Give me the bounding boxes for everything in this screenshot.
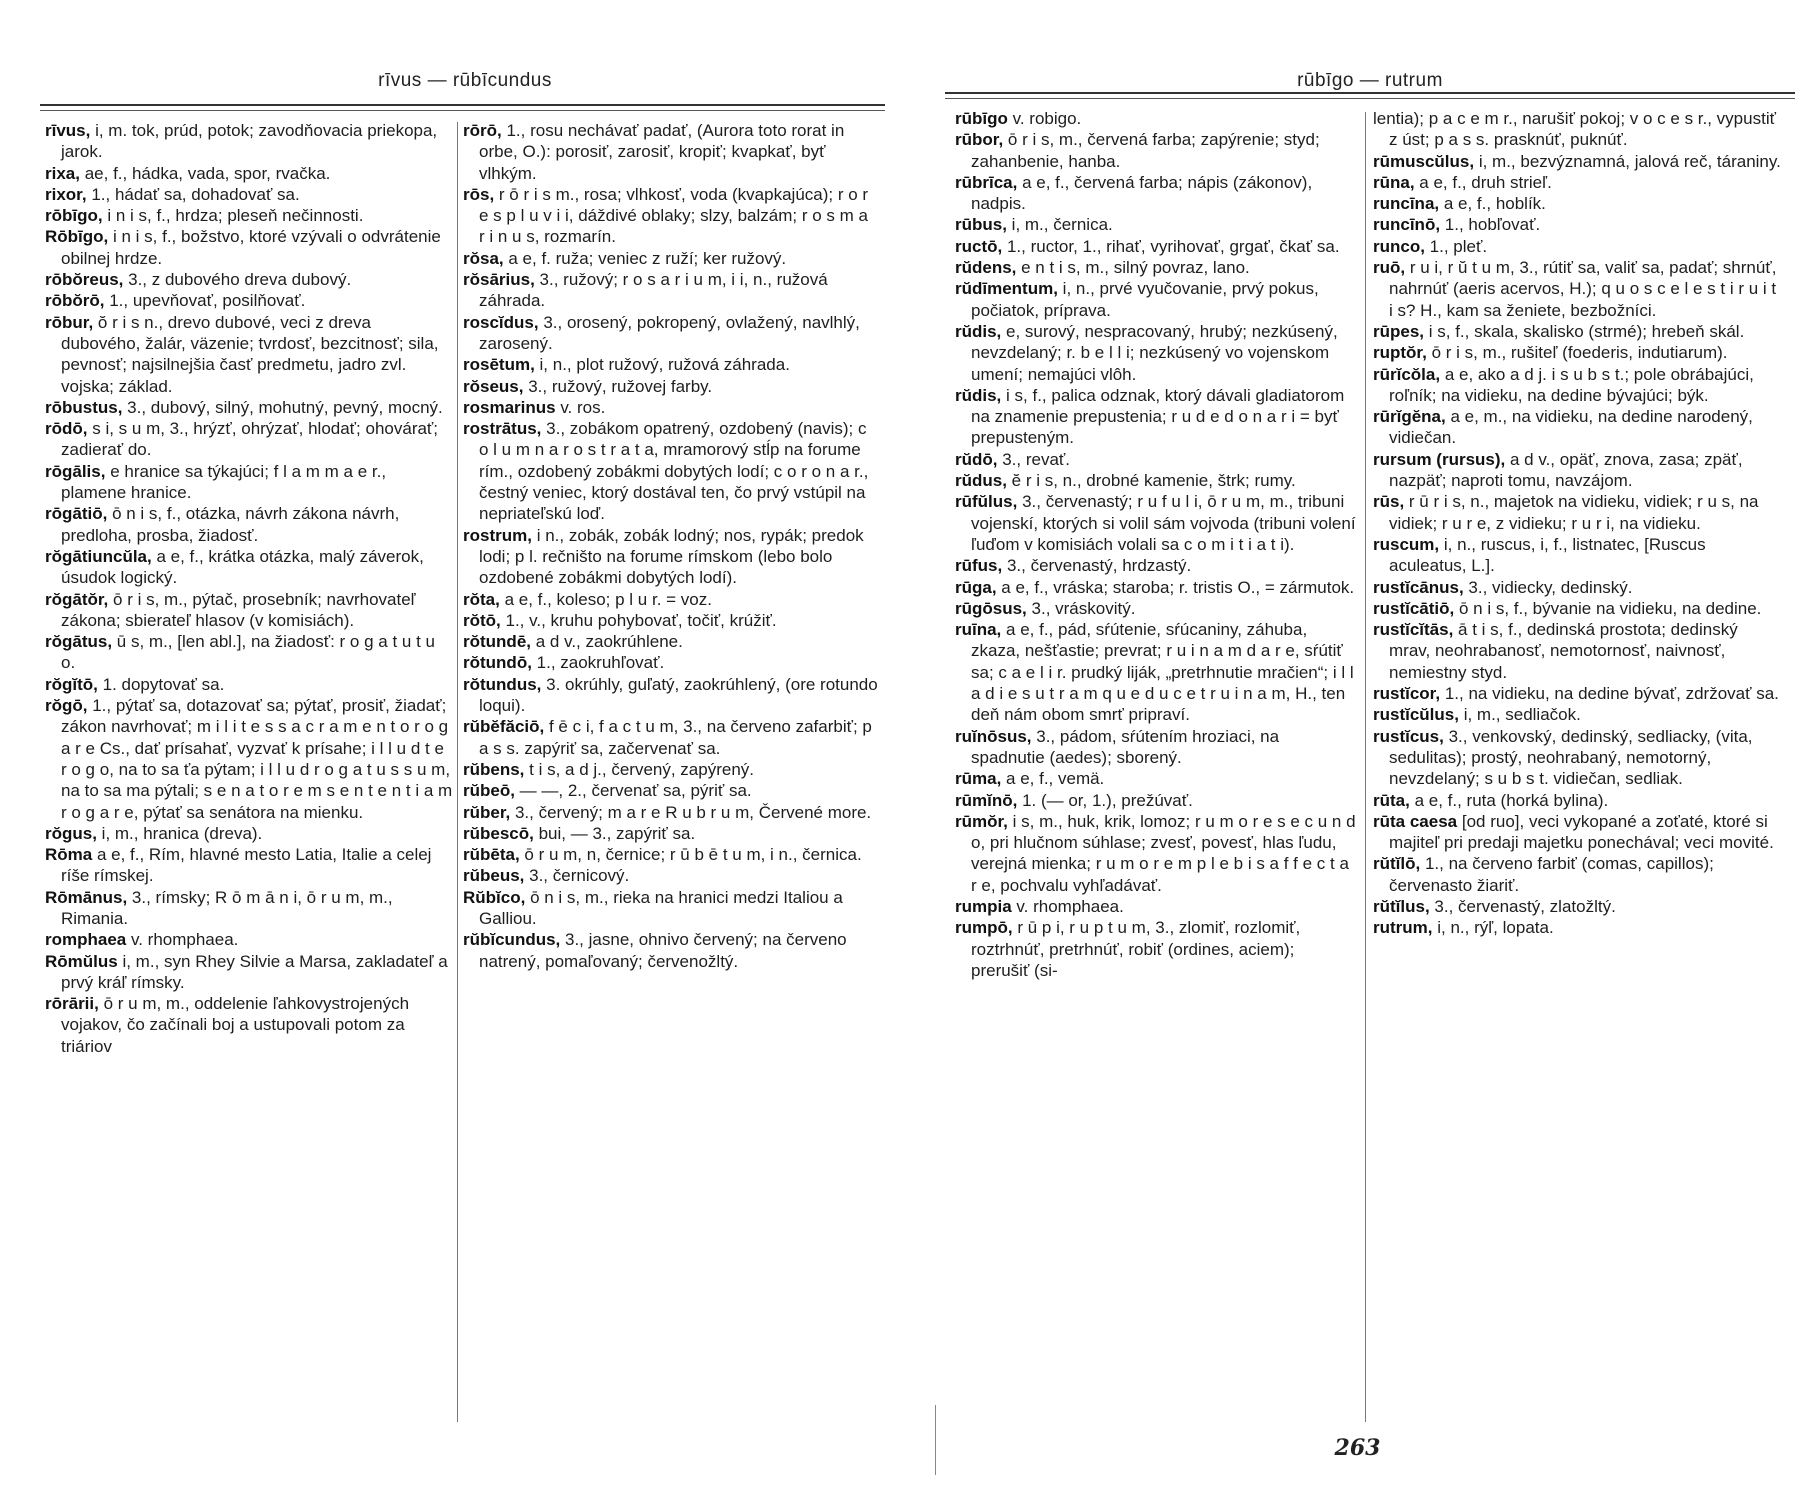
entry-headword: rūta, [1373, 790, 1410, 810]
entry-definition: i, n., rýľ, lopata. [1432, 918, 1554, 938]
dictionary-entry [955, 108, 1357, 129]
entry-headword: Rōbīgo, [45, 227, 109, 247]
entry-headword: rŏseus, [463, 376, 524, 396]
entry-headword: rustĭcŭlus, [1373, 705, 1459, 725]
right-header-rule-thin [945, 98, 1795, 99]
dictionary-entry [45, 929, 453, 950]
entry-definition: ĕ r i s, n., drobné kamenie, štrk; rumy. [1006, 471, 1296, 491]
dictionary-entry [955, 555, 1357, 576]
entry-definition: 3., orosený, pokropený, ovlažený, navlhlý, zarosený. [479, 312, 860, 353]
entry-definition: ō r i s, m., červená farba; zapýrenie; styd; zahanbenie, hanba. [971, 130, 1320, 171]
entry-headword: Rōmānus, [45, 887, 128, 907]
entry-headword: rūga, [955, 577, 997, 597]
entry-headword: rūmĭnō, [955, 790, 1018, 810]
dictionary-entry [463, 865, 878, 886]
entry-definition: a e, f., pád, sŕútenie, sŕúcaniny, záhuba, zkaza, nešťastie; prevrat; r u i n a m d a r e, sŕútiť sa; c a e l i r. prudký liják, „pretrhnutie mračien“; i l l a d i e s u t r a m q u e d u c e t r u i n a m, H., ten deň nám obom smrť pripraví. [971, 620, 1354, 725]
entry-definition: 1., hádať sa, dohadovať sa. [86, 184, 300, 204]
dictionary-entry [955, 449, 1357, 470]
dictionary-entry [1373, 726, 1783, 790]
dictionary-entry [1373, 214, 1783, 235]
entry-headword: rŭdō, [955, 449, 998, 469]
right-page [905, 0, 1810, 1500]
entry-headword: rixa, [45, 163, 80, 183]
right-column-divider [1365, 112, 1366, 1422]
entry-definition: 3., venkovský, dedinský, sedliacky, (vita, sedulitas); prostý, neohrabaný, nemotorný, nevzdelaný; s u b s t. vidiečan, sedliak. [1389, 726, 1753, 789]
entry-definition: v. rhomphaea. [1011, 896, 1124, 916]
entry-definition: 1., ructor, 1., rihať, vyrihovať, grgať, čkať sa. [1002, 236, 1340, 256]
entry-headword: rustĭcus, [1373, 726, 1444, 746]
dictionary-entry [1373, 108, 1783, 151]
entry-headword: rūta caesa [1373, 811, 1458, 831]
entry-definition: 1., rosu nechávať padať, (Aurora toto rorat in orbe, O.): porosiť, zarosiť, kropiť; kvapkať, byť vlhkým. [479, 121, 845, 183]
dictionary-entry [955, 257, 1357, 278]
entry-headword: rōgālis, [45, 461, 106, 481]
entry-headword: rūbor, [955, 130, 1004, 150]
dictionary-entry [463, 120, 878, 184]
dictionary-entry [463, 652, 878, 673]
entry-headword: rūfŭlus, [955, 492, 1018, 512]
entry-headword: rūma, [955, 769, 1002, 789]
dictionary-entry [463, 674, 878, 717]
entry-definition: 3., pádom, sŕútením hroziaci, na spadnutie (aedes); sborený. [971, 726, 1280, 767]
entry-definition: 3., vráskovitý. [1026, 598, 1136, 618]
entry-headword: rŏsārius, [463, 270, 535, 290]
dictionary-entry [1373, 853, 1783, 896]
entry-headword: runcīna, [1373, 194, 1440, 214]
entry-headword: rŭbescō, [463, 823, 534, 843]
entry-definition: 3., revať. [997, 449, 1071, 469]
entry-headword: rixor, [45, 184, 87, 204]
entry-headword: rōrō, [463, 121, 502, 140]
entry-definition: ō r u m, n, černice; r ū b ē t u m, i n., černica. [519, 845, 862, 865]
left-column-1 [45, 120, 453, 1057]
entry-definition: a e, f., Rím, hlavné mesto Latia, Italie a celej ríše rímskej. [61, 845, 432, 886]
dictionary-entry [463, 929, 878, 972]
dictionary-entry [45, 290, 453, 311]
dictionary-entry [463, 631, 878, 652]
entry-definition: i, m., hranica (dreva). [96, 823, 263, 843]
dictionary-entry [1373, 321, 1783, 342]
entry-definition: 3., černicový. [524, 866, 630, 886]
entry-definition: i s, m., huk, krik, lomoz; r u m o r e s e c u n d o, pri hlučnom súhlase; zvesť, povesť, hlas ľudu, verejná mienka; r u m o r e m p l e b i s a f f e c t a r e, pochvalu vyhľadávať. [971, 811, 1356, 895]
dictionary-entry [463, 184, 878, 248]
dictionary-entry [45, 184, 453, 205]
dictionary-entry [1373, 257, 1783, 321]
dictionary-entry [1373, 534, 1783, 577]
entry-headword: ructō, [955, 236, 1003, 256]
dictionary-entry [45, 546, 453, 589]
dictionary-entry [955, 321, 1357, 385]
dictionary-entry [45, 695, 453, 823]
dictionary-entry [45, 205, 453, 226]
entry-definition: 3., jasne, ohnivo červený; na červeno natrený, pomaľovaný; červenožltý. [479, 930, 847, 971]
entry-headword: rūgōsus, [955, 598, 1027, 618]
dictionary-entry [463, 780, 878, 801]
entry-headword: rōbŏreus, [45, 270, 124, 290]
entry-headword: rustĭcānus, [1373, 577, 1464, 597]
entry-headword: rŭbens, [463, 759, 525, 779]
entry-headword: rōgātiō, [45, 504, 108, 524]
entry-headword: Rŭbĭco, [463, 887, 526, 907]
dictionary-entry [1373, 236, 1783, 257]
entry-definition: 3., dubový, silný, mohutný, pevný, mocný. [122, 397, 443, 417]
dictionary-entry [1373, 619, 1783, 683]
entry-definition: f ē c i, f a c t u m, 3., na červeno zafarbiť; p a s s. zapýriť sa, začervenať sa. [479, 717, 872, 758]
right-column-2 [1373, 108, 1783, 939]
entry-definition: ae, f., hádka, vada, spor, rvačka. [79, 163, 331, 183]
entry-definition: 1. (— or, 1.), prežúvať. [1017, 790, 1193, 810]
entry-definition: r ū r i s, n., majetok na vidieku, vidiek; r u s, na vidiek; r u r e, z vidieku; r u r i, na vidieku. [1389, 492, 1759, 533]
left-running-head: rīvus — rūbīcundus [378, 70, 552, 91]
entry-definition: ō r i s, m., pýtač, prosebník; navrhovateľ zákona; sbierateľ hlasov (v komisiách). [61, 589, 416, 630]
entry-headword: rōdō, [45, 419, 88, 439]
dictionary-entry [1373, 491, 1783, 534]
entry-headword: roscĭdus, [463, 312, 539, 332]
dictionary-entry [463, 823, 878, 844]
dictionary-entry [45, 823, 453, 844]
entry-headword: rōrārii, [45, 994, 99, 1014]
dictionary-entry [1373, 790, 1783, 811]
entry-headword: rūna, [1373, 172, 1415, 192]
entry-headword: rūbrīca, [955, 172, 1018, 192]
entry-definition: r ō r i s m., rosa; vlhkosť, voda (kvapkajúca); r o r e s p l u v i i, dáždivé oblaky; slzy, balzám; r o s m a r i n u s, rozmarín. [479, 184, 869, 247]
dictionary-entry [45, 993, 453, 1057]
entry-headword: rŭber, [463, 802, 511, 822]
entry-headword: rŭdis, [955, 385, 1002, 405]
entry-definition: ō r u m, m., oddelenie ľahkovystrojených vojakov, čo začínali boj a ustupovali potom za triáriov [61, 994, 410, 1056]
dictionary-entry [45, 312, 453, 397]
dictionary-entry [45, 844, 453, 887]
entry-definition: 3., zobákom opatrený, ozdobený (navis); c o l u m n a r o s t r a t a, mramorový stĺp na forume rím., ozdobený zobákmi dobytých lodí; c o r o n a r., čestný veniec, ktorý dostával ten, čo prvý vstúpil na nepriateľskú loď. [479, 419, 869, 524]
entry-headword: rŭdīmentum, [955, 279, 1058, 299]
entry-headword: rostrātus, [463, 419, 542, 439]
entry-definition: 1. dopytovať sa. [97, 674, 225, 694]
dictionary-entry [1373, 811, 1783, 854]
dictionary-entry [463, 269, 878, 312]
entry-headword: ruĭnōsus, [955, 726, 1032, 746]
right-column-1 [955, 108, 1357, 981]
entry-definition: 3., červenastý, zlatožltý. [1429, 896, 1616, 916]
entry-definition: 3., vidiecky, dedinský. [1463, 577, 1633, 597]
entry-definition: a e, f., vemä. [1001, 769, 1105, 789]
dictionary-entry [45, 397, 453, 418]
entry-definition: 3., rímsky; R ō m ā n i, ō r u m, m., Rimania. [61, 887, 393, 928]
entry-definition: e n t i s, m., silný povraz, lano. [1016, 258, 1250, 278]
dictionary-entry [1373, 406, 1783, 449]
entry-definition: i n., zobák, zobák lodný; nos, rypák; predok lodi; p l. rečništo na forume rímskom (lebo bolo ozdobené zobákmi dobytých lodí). [479, 525, 864, 588]
entry-definition: 1., hobľovať. [1440, 215, 1541, 235]
entry-headword: rŏsa, [463, 248, 504, 268]
dictionary-entry [955, 491, 1357, 555]
left-column-2 [463, 120, 878, 972]
entry-headword: rūbīgo [955, 109, 1008, 128]
dictionary-entry [1373, 598, 1783, 619]
left-header-rule [40, 104, 885, 106]
dictionary-entry [955, 726, 1357, 769]
entry-definition: ū s, m., [len abl.], na žiadosť: r o g a t u t u o. [61, 632, 435, 673]
dictionary-entry [1373, 449, 1783, 492]
entry-definition: i, m., černica. [1006, 215, 1113, 235]
entry-definition: 1., pýtať sa, dotazovať sa; pýtať, prosiť, žiadať; zákon navrhovať; m i l i t e s s a c r a m e n t o r o g a r e Cs., dať prísahať, vyzvať k prísahe; i l l u d t e r o g o, na to sa ťa pýtam; i l l u d r o g a t u s s u m, na to sa ma pýtali; s e n a t o r e m s e n t e n t i a m r o g a r e, pýtať sa senátora na mienku. [61, 696, 453, 822]
entry-definition: 3., ružový; r o s a r i u m, i i, n., ružová záhrada. [479, 270, 828, 311]
entry-definition: 3., červený; m a r e R u b r u m, Červené more. [510, 802, 872, 822]
entry-definition: i n i s, f., božstvo, ktoré vzývali o odvrátenie obilnej hrdze. [61, 227, 441, 268]
entry-definition: e, surový, nespracovaný, hrubý; nezkúsený, nevzdelaný; r. b e l l i; nezkúsený vo vojenskom umení; nemajúci vlôh. [971, 321, 1338, 384]
entry-definition: [od ruo], veci vykopané a zoťaté, ktoré si majiteľ pri predaji majetku ponechával; veci movité. [1389, 811, 1774, 853]
dictionary-entry [1373, 704, 1783, 725]
dictionary-entry [463, 844, 878, 865]
dictionary-entry [955, 214, 1357, 235]
entry-definition: 3., ružový, ružovej farby. [523, 376, 713, 396]
entry-definition: 1., v., kruhu pohybovať, točiť, krúžiť. [500, 610, 777, 630]
dictionary-entry [463, 418, 878, 524]
entry-headword: rŏtō, [463, 610, 501, 630]
entry-headword: rŭdis, [955, 321, 1002, 341]
entry-definition: v. rhomphaea. [126, 930, 239, 950]
dictionary-entry [45, 461, 453, 504]
dictionary-entry [45, 631, 453, 674]
entry-definition: a e, f. ruža; veniec z ruží; ker ružový. [503, 248, 787, 268]
entry-definition: s i, s u m, 3., hrýzť, ohrýzať, hlodať; ohovárať; zadierať do. [61, 419, 439, 460]
entry-definition: ā t i s, f., dedinská prostota; dedinský mrav, neohrabanosť, nemotornosť, naivnosť, nemiestny styd. [1389, 620, 1738, 682]
entry-definition: i, m. tok, prúd, potok; zavodňovacia priekopa, jarok. [61, 121, 438, 162]
entry-definition: — —, 2., červenať sa, pýriť sa. [514, 781, 752, 801]
entry-definition: lentia); p a c e m r., narušiť pokoj; v o c e s r., vypustiť z úst; p a s s. prasknúť, puknúť. [1373, 109, 1776, 150]
right-header-rule [945, 92, 1795, 94]
entry-headword: rūbus, [955, 215, 1007, 235]
entry-headword: rŏgātiuncŭla, [45, 546, 152, 566]
dictionary-entry [1373, 193, 1783, 214]
entry-definition: 3., z dubového dreva dubový. [123, 270, 352, 290]
dictionary-entry [463, 248, 878, 269]
dictionary-entry [1373, 917, 1783, 938]
dictionary-entry [955, 896, 1357, 917]
entry-headword: rūmŏr, [955, 811, 1008, 831]
entry-definition: i, m., bezvýznamná, jalová reč, táraniny. [1474, 151, 1781, 171]
dictionary-entry [955, 619, 1357, 725]
dictionary-entry [1373, 577, 1783, 598]
dictionary-entry [1373, 151, 1783, 172]
entry-headword: rŏgātŏr, [45, 589, 109, 609]
left-header-rule-thin [40, 110, 885, 111]
dictionary-entry [955, 129, 1357, 172]
entry-headword: rŭdens, [955, 258, 1017, 278]
entry-headword: rūrĭcŏla, [1373, 364, 1441, 384]
entry-headword: Rōmŭlus [45, 951, 118, 971]
entry-definition: r ū p i, r u p t u m, 3., zlomiť, rozlomiť, roztrhnúť, pretrhnúť, robiť (ordines, aciem); prerušiť (si- [971, 918, 1301, 980]
dictionary-entry [463, 610, 878, 631]
entry-headword: rŏtundus, [463, 674, 542, 694]
entry-definition: e hranice sa týkajúci; f l a m m a e r., plamene hranice. [61, 461, 387, 503]
entry-headword: rōbur, [45, 312, 94, 332]
dictionary-entry [1373, 364, 1783, 407]
entry-definition: a e, f., koleso; p l u r. = voz. [499, 589, 712, 609]
entry-definition: a e, m., na vidieku, na dedine narodený, vidiečan. [1389, 407, 1753, 448]
dictionary-entry [955, 790, 1357, 811]
entry-headword: rŭbĕfăciō, [463, 717, 545, 737]
entry-headword: rŏgātus, [45, 632, 113, 652]
entry-definition: i s, f., skala, skalisko (strmé); hrebeň skál. [1424, 321, 1745, 341]
entry-headword: rosmarinus [463, 397, 556, 417]
right-running-head: rūbīgo — rutrum [1297, 70, 1443, 91]
entry-headword: rŏtundē, [463, 632, 531, 652]
entry-definition: a e, ako a d j. i s u b s t.; pole obrábajúci, roľník; na vidieku, na dedine bývajúci; býk. [1389, 364, 1754, 405]
entry-definition: 3., červenastý; r u f u l i, ō r u m, m., tribuni vojenskí, ktorých si volil sám vojvoda (tribuni volení ľuďom v komisiách volali sa c o m i t i a t i). [971, 492, 1356, 554]
entry-headword: rŏta, [463, 589, 500, 609]
entry-headword: rustĭcātiō, [1373, 598, 1455, 618]
dictionary-entry [45, 589, 453, 632]
dictionary-entry [955, 577, 1357, 598]
entry-headword: rŏgō, [45, 696, 88, 716]
entry-definition: r u i, r ŭ t u m, 3., rútiť sa, valiť sa, padať; shrnúť, nahrnúť (aeris acervos, H.); q u o s c e l e s t i r u i t i s? H., kam sa ženiete, bezbožníci. [1389, 258, 1777, 320]
entry-definition: a d v., opäť, znova, zasa; zpäť, nazpäť; naproti tomu, navzájom. [1389, 449, 1743, 491]
entry-definition: 1., na vidieku, na dedine bývať, zdržovať sa. [1440, 684, 1779, 704]
entry-headword: runcīnō, [1373, 215, 1441, 235]
entry-definition: i s, f., palica odznak, ktorý dávali gladiatorom na znamenie prepustenia; r u d e d o n a r i = byť prepusteným. [971, 385, 1345, 448]
entry-definition: 3. okrúhly, guľatý, zaokrúhlený, (ore rotundo loqui). [479, 674, 878, 716]
entry-headword: ruptŏr, [1373, 343, 1427, 363]
dictionary-entry [1373, 342, 1783, 363]
entry-definition: i, n., prvé vyučovanie, prvý pokus, počiatok, príprava. [971, 279, 1319, 320]
entry-definition: ō r i s, m., rušiteľ (foederis, indutiarum). [1426, 343, 1728, 363]
dictionary-entry [45, 503, 453, 546]
entry-definition: i, m., syn Rhey Silvie a Marsa, zakladateľ a prvý kráľ rímsky. [61, 951, 448, 992]
entry-headword: rustĭcor, [1373, 684, 1441, 704]
entry-definition: 1., zaokruhľovať. [531, 653, 665, 673]
entry-headword: rŏgus, [45, 823, 97, 843]
entry-headword: rursum (rursus), [1373, 449, 1506, 469]
dictionary-entry [463, 397, 878, 418]
entry-headword: rustĭcĭtās, [1373, 620, 1454, 640]
entry-headword: rūfus, [955, 556, 1003, 576]
entry-definition: v. robigo. [1007, 109, 1082, 128]
entry-definition: a e, f., ruta (horká bylina). [1409, 790, 1609, 810]
entry-headword: rumpō, [955, 918, 1013, 938]
dictionary-entry [45, 226, 453, 269]
dictionary-entry [45, 269, 453, 290]
entry-definition: ō n i s, m., rieka na hranici medzi Italiou a Galliou. [479, 887, 843, 928]
entry-definition: i n i s, f., hrdza; pleseň nečinnosti. [102, 206, 364, 226]
entry-definition: 1., upevňovať, posilňovať. [104, 291, 306, 311]
dictionary-entry [1373, 172, 1783, 193]
entry-headword: Rōma [45, 845, 93, 865]
dictionary-entry [45, 418, 453, 461]
entry-headword: rūrĭgĕna, [1373, 407, 1446, 427]
entry-headword: rŏtundō, [463, 653, 532, 673]
entry-definition: 1., pleť. [1424, 236, 1488, 256]
entry-definition: a e, f., červená farba; nápis (zákonov), nadpis. [971, 172, 1313, 214]
dictionary-entry [955, 768, 1357, 789]
dictionary-entry [955, 598, 1357, 619]
dictionary-entry [463, 589, 878, 610]
dictionary-entry [463, 376, 878, 397]
entry-definition: a e, f., hoblík. [1439, 194, 1546, 214]
entry-headword: rūs, [1373, 492, 1405, 512]
entry-headword: rŭbēta, [463, 845, 520, 865]
dictionary-entry [463, 312, 878, 355]
entry-definition: 3., červenastý, hrdzastý. [1002, 556, 1192, 576]
entry-headword: rutrum, [1373, 918, 1433, 938]
entry-definition: ŏ r i s n., drevo dubové, veci z dreva dubového, žalár, väzenie; tvrdosť, bezcitnosť; sila, pevnosť; najsilnejšia časť predmetu, jadro zvl. vojska; základ. [61, 312, 439, 396]
entry-headword: rosētum, [463, 355, 535, 375]
entry-headword: rūmuscŭlus, [1373, 151, 1475, 171]
entry-headword: rōs, [463, 184, 495, 204]
dictionary-entry [463, 525, 878, 589]
dictionary-entry [955, 385, 1357, 449]
entry-headword: rōbŏrō, [45, 291, 105, 311]
entry-definition: a e, f., vráska; staroba; r. tristis O., = zármutok. [996, 577, 1355, 597]
dictionary-entry [45, 163, 453, 184]
entry-headword: rŭbeō, [463, 781, 515, 801]
dictionary-entry [955, 470, 1357, 491]
dictionary-entry [45, 674, 453, 695]
entry-headword: rīvus, [45, 121, 91, 140]
entry-definition: ō n i s, f., bývanie na vidieku, na dedine. [1454, 598, 1762, 618]
dictionary-entry [955, 811, 1357, 896]
entry-definition: t i s, a d j., červený, zapýrený. [524, 759, 754, 779]
entry-headword: rŭdus, [955, 471, 1007, 491]
dictionary-entry [955, 172, 1357, 215]
entry-headword: rostrum, [463, 525, 532, 545]
dictionary-entry [463, 759, 878, 780]
dictionary-entry [463, 716, 878, 759]
entry-headword: rŭtĭlus, [1373, 896, 1430, 916]
entry-definition: ō n i s, f., otázka, návrh zákona návrh, predloha, prosba, žiadosť. [61, 504, 400, 545]
entry-headword: rŏgĭtō, [45, 674, 98, 694]
entry-headword: romphaea [45, 930, 127, 950]
dictionary-entry [45, 120, 453, 163]
entry-definition: bui, — 3., zapýriť sa. [533, 823, 696, 843]
entry-headword: rumpia [955, 896, 1012, 916]
entry-definition: i, n., ruscus, i, f., listnatec, [Ruscus aculeatus, L.]. [1389, 534, 1706, 576]
entry-headword: ruīna, [955, 620, 1002, 640]
entry-definition: a d v., zaokrúhlene. [531, 632, 683, 652]
entry-headword: rōbīgo, [45, 206, 103, 226]
dictionary-entry [1373, 683, 1783, 704]
entry-headword: rŭbeus, [463, 866, 525, 886]
entry-headword: rūpes, [1373, 321, 1425, 341]
entry-headword: rōbustus, [45, 397, 123, 417]
entry-definition: 1., na červeno farbiť (comas, capillos); červenasto žiariť. [1389, 854, 1714, 895]
entry-definition: i, n., plot ružový, ružová záhrada. [534, 355, 790, 375]
dictionary-entry [1373, 896, 1783, 917]
dictionary-entry [463, 887, 878, 930]
entry-headword: ruscum, [1373, 534, 1440, 554]
page-number: 263 [1334, 1435, 1381, 1461]
entry-headword: rŭbĭcundus, [463, 930, 561, 950]
entry-headword: runco, [1373, 236, 1425, 256]
entry-definition: a e, f., krátka otázka, malý záverok, úsudok logický. [61, 546, 424, 588]
dictionary-entry [955, 236, 1357, 257]
entry-definition: v. ros. [555, 397, 606, 417]
dictionary-entry [955, 278, 1357, 321]
entry-definition: i, m., sedliačok. [1458, 705, 1581, 725]
left-column-divider [457, 122, 458, 1422]
dictionary-entry [45, 887, 453, 930]
entry-definition: a e, f., druh strieľ. [1414, 172, 1552, 192]
dictionary-entry [955, 917, 1357, 981]
dictionary-entry [45, 951, 453, 994]
entry-headword: rŭtĭlō, [1373, 854, 1421, 874]
dictionary-entry [463, 354, 878, 375]
entry-headword: ruō, [1373, 258, 1406, 278]
dictionary-entry [463, 802, 878, 823]
